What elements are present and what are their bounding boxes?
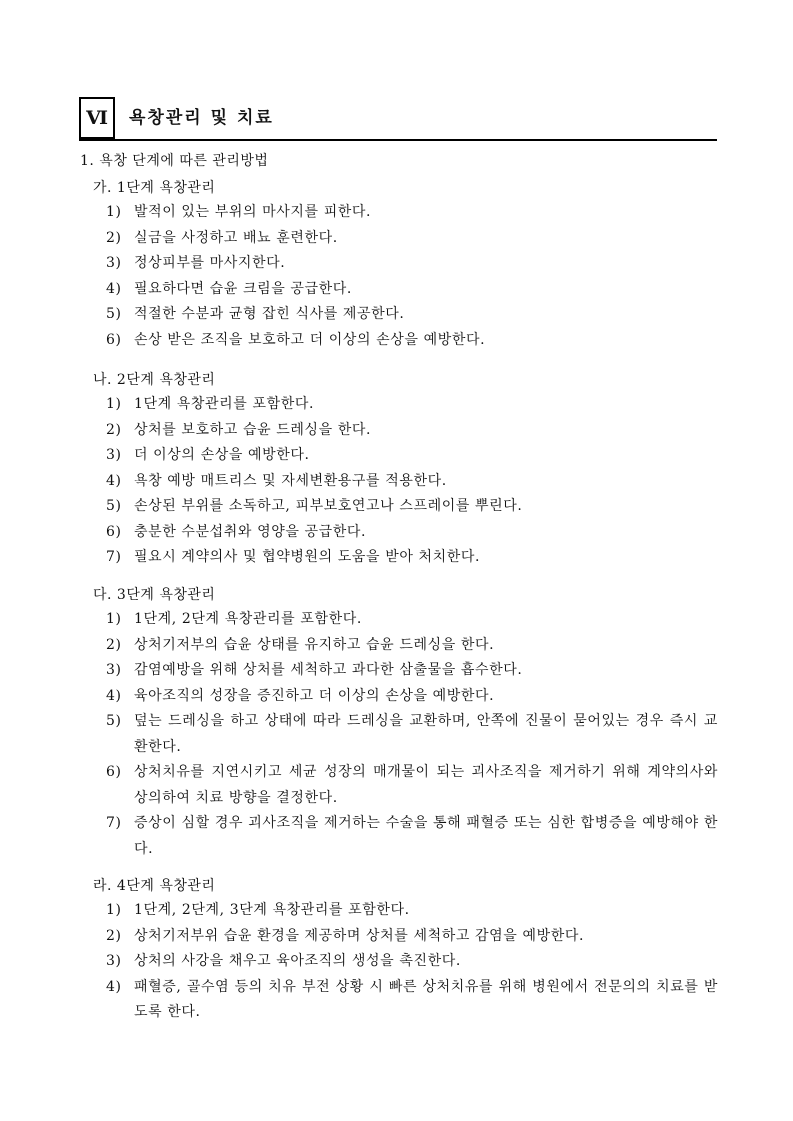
item-text: 실금을 사정하고 배뇨 훈련한다. — [134, 229, 338, 246]
item-number: 4) — [106, 472, 122, 489]
list-item — [106, 658, 718, 684]
item-text: 패혈증, 골수염 등의 치유 부전 상황 시 빠른 상처치유를 위해 병원에서 전문의의 치료를 받도록 한다. — [134, 978, 718, 1020]
item-number: 3) — [106, 953, 122, 969]
item-number: 3) — [106, 447, 122, 463]
item-text: 상처기저부위 습윤 환경을 제공하며 상처를 세척하고 감염을 예방한다. — [134, 927, 584, 944]
item-text: 욕창 예방 매트리스 및 자세변환용구를 적용한다. — [134, 472, 447, 489]
item-number: 5) — [106, 713, 122, 729]
item-number: 1) — [106, 204, 122, 220]
item-text: 상처치유를 지연시키고 세균 성장의 매개물이 되는 괴사조직을 제거하기 위해 계약의사와 상의하여 치료 방향을 결정한다. — [134, 764, 718, 806]
item-text: 필요시 계약의사 및 협약병원의 도움을 받아 처치한다. — [134, 549, 481, 565]
item-text: 상처를 보호하고 습윤 드레싱을 한다. — [134, 421, 372, 438]
item-text: 1단계, 2단계 욕창관리를 포함한다. — [134, 611, 362, 627]
list-item — [106, 607, 718, 633]
list-item — [106, 684, 718, 710]
section-header — [79, 97, 717, 141]
item-number: 4) — [106, 978, 122, 995]
item-number: 2) — [106, 421, 122, 438]
item-number: 6) — [106, 764, 122, 780]
item-text: 적절한 수분과 균형 잡힌 식사를 제공한다. — [134, 306, 405, 322]
list-item — [106, 328, 718, 354]
list-item — [106, 277, 718, 303]
stage-2-heading: 나. 2단계 욕창관리 — [93, 372, 216, 388]
list-item — [106, 709, 718, 760]
item-text: 덮는 드레싱을 하고 상태에 따라 드레싱을 교환하며, 안쪽에 진물이 묻어있는 경우 즉시 교환한다. — [134, 713, 718, 755]
item-number: 3) — [106, 662, 122, 678]
item-number: 2) — [106, 636, 122, 653]
item-number: 3) — [106, 255, 122, 271]
item-number: 1) — [106, 396, 122, 412]
section-title: 욕창관리 및 치료 — [129, 108, 274, 128]
item-text: 상처기저부의 습윤 상태를 유지하고 습윤 드레싱을 한다. — [134, 636, 495, 653]
item-text: 손상된 부위를 소독하고, 피부보호연고나 스프레이를 뿌린다. — [134, 498, 523, 514]
item-text: 1단계, 2단계, 3단계 욕창관리를 포함한다. — [134, 902, 410, 918]
list-item — [106, 226, 718, 252]
item-text: 감염예방을 위해 상처를 세척하고 과다한 삼출물을 흡수한다. — [134, 662, 523, 678]
item-number: 4) — [106, 280, 122, 297]
item-text: 충분한 수분섭취와 영양을 공급한다. — [134, 523, 367, 540]
item-number: 6) — [106, 331, 122, 348]
list-item — [106, 924, 718, 950]
item-number: 6) — [106, 523, 122, 540]
list-item — [106, 811, 718, 862]
stage-4-heading: 라. 4단계 욕창관리 — [93, 878, 216, 894]
item-number: 7) — [106, 549, 122, 565]
stage-2-list — [106, 392, 718, 571]
item-number: 2) — [106, 229, 122, 246]
item-text: 손상 받은 조직을 보호하고 더 이상의 손상을 예방한다. — [134, 331, 486, 348]
stage-3-heading: 다. 3단계 욕창관리 — [93, 587, 216, 603]
list-item — [106, 975, 718, 1026]
list-item — [106, 418, 718, 444]
item-number: 4) — [106, 687, 122, 704]
subsection-heading: 1. 욕창 단계에 따른 관리방법 — [80, 153, 269, 169]
item-text: 1단계 욕창관리를 포함한다. — [134, 396, 315, 412]
list-item — [106, 469, 718, 495]
list-item — [106, 898, 718, 924]
item-number: 5) — [106, 498, 122, 514]
list-item — [106, 443, 718, 469]
list-item — [106, 392, 718, 418]
list-item — [106, 494, 718, 520]
stage-4-list — [106, 898, 718, 1026]
list-item — [106, 545, 718, 571]
item-text: 정상피부를 마사지한다. — [134, 255, 286, 271]
stage-1-list — [106, 200, 718, 353]
item-text: 상처의 사강을 채우고 육아조직의 생성을 촉진한다. — [134, 953, 461, 969]
item-number: 7) — [106, 815, 122, 831]
list-item — [106, 302, 718, 328]
item-number: 5) — [106, 306, 122, 322]
list-item — [106, 520, 718, 546]
list-item — [106, 760, 718, 811]
item-number: 1) — [106, 902, 122, 918]
item-text: 발적이 있는 부위의 마사지를 피한다. — [134, 204, 372, 220]
list-item — [106, 949, 718, 975]
item-text: 증상이 심할 경우 괴사조직을 제거하는 수술을 통해 패혈증 또는 심한 합병증을 예방해야 한다. — [134, 815, 718, 857]
list-item — [106, 633, 718, 659]
section-number: Ⅵ — [79, 97, 115, 139]
stage-1-heading: 가. 1단계 욕창관리 — [93, 180, 216, 196]
item-number: 2) — [106, 927, 122, 944]
item-text: 육아조직의 성장을 증진하고 더 이상의 손상을 예방한다. — [134, 687, 495, 704]
stage-3-list — [106, 607, 718, 862]
item-number: 1) — [106, 611, 122, 627]
item-text: 필요하다면 습윤 크림을 공급한다. — [134, 280, 352, 297]
list-item — [106, 200, 718, 226]
item-text: 더 이상의 손상을 예방한다. — [134, 447, 310, 463]
list-item — [106, 251, 718, 277]
